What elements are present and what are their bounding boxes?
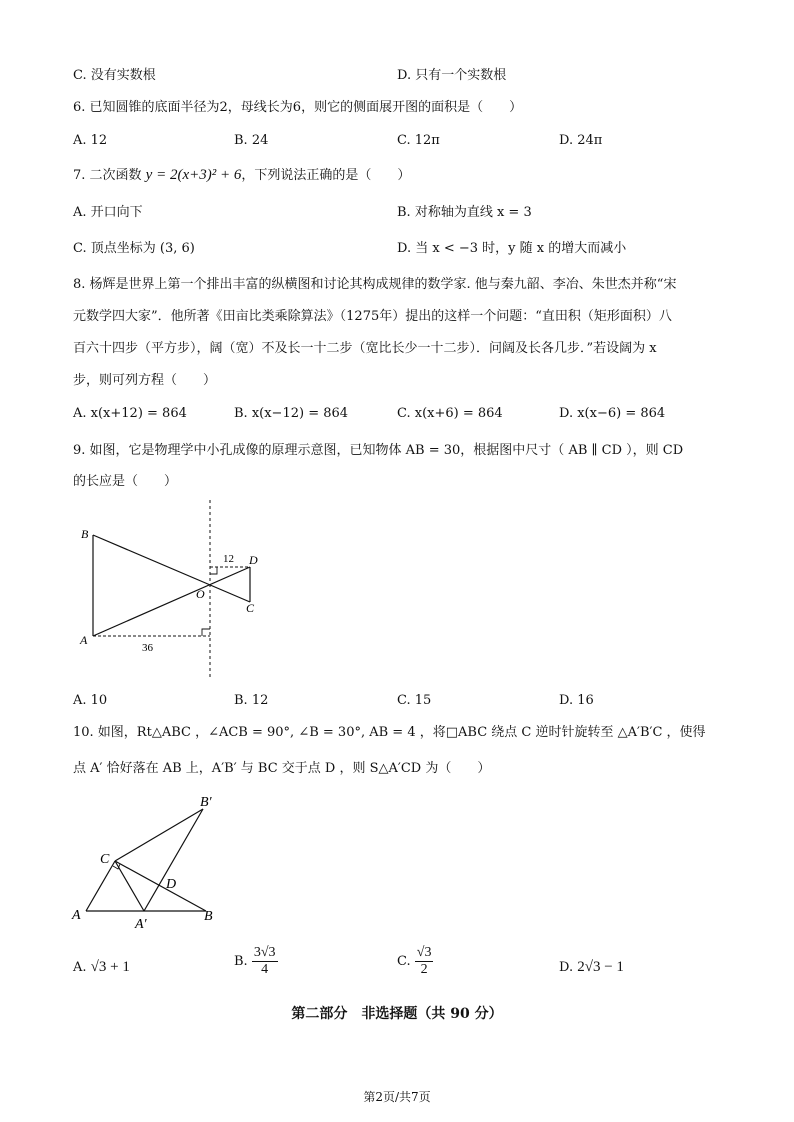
q9-option-d: D. 16 bbox=[559, 693, 594, 708]
q10-option-b bbox=[234, 945, 278, 978]
q10-label-c: C bbox=[100, 852, 110, 867]
q10-rotation-figure bbox=[66, 790, 236, 935]
q8-option-b: B. x(x−12) = 864 bbox=[234, 406, 349, 421]
q10-option-b-fraction bbox=[252, 945, 278, 978]
q10-option-b-label: B. bbox=[234, 954, 248, 969]
q7-option-b: B. 对称轴为直线 x = 3 bbox=[397, 205, 532, 220]
q10-option-b-denominator: 4 bbox=[261, 962, 269, 977]
q9-label-a: A bbox=[80, 633, 88, 647]
q7-option-a: A. 开口向下 bbox=[73, 205, 143, 220]
q9-label-d: D bbox=[249, 553, 258, 567]
q5-option-d: D. 只有一个实数根 bbox=[397, 68, 507, 83]
q9-option-a: A. 10 bbox=[73, 693, 108, 708]
q6-stem: 6. 已知圆锥的底面半径为2，母线长为6，则它的侧面展开图的面积是（ ） bbox=[73, 100, 523, 115]
q7-formula: y = 2(x+3)² + 6 bbox=[145, 167, 242, 183]
q8-stem-line-3: 百六十四步（平方步），阔（宽）不及长一十二步（宽比长少一十二步）．问阔及长各几步．”若设阔为 x bbox=[73, 341, 657, 356]
q8-option-c: C. x(x+6) = 864 bbox=[397, 406, 503, 421]
q9-right-angle-mark-top bbox=[210, 567, 217, 574]
q6-option-a: A. 12 bbox=[73, 133, 108, 148]
q10-option-a bbox=[73, 958, 130, 977]
q6-option-b: B. 24 bbox=[234, 133, 269, 148]
q10-label-a-prime: A′ bbox=[135, 917, 147, 932]
q10-option-c-denominator: 2 bbox=[420, 962, 428, 977]
q10-stem-line-2: 点 A′ 恰好落在 AB 上，A′B′ 与 BC 交于点 D ，则 S△A′CD 为（ ） bbox=[73, 761, 491, 776]
q10-segment-a-prime-b-prime bbox=[144, 809, 203, 911]
q10-option-c-label: C. bbox=[397, 954, 411, 969]
q10-label-b: B bbox=[204, 909, 213, 924]
q10-option-d-label: D. bbox=[559, 960, 574, 975]
q10-label-d: D bbox=[166, 877, 177, 892]
q9-dimension-36: 36 bbox=[142, 642, 153, 654]
q10-option-c-fraction bbox=[415, 945, 434, 978]
q7-stem bbox=[73, 166, 410, 185]
q5-option-c: C. 没有实数根 bbox=[73, 68, 156, 83]
q8-stem-line-2: 元数学四大家”．他所著《田亩比类乘除算法》（1275年）提出的这样一个问题：“直田积（矩形面积）八 bbox=[73, 309, 672, 324]
q8-option-a: A. x(x+12) = 864 bbox=[73, 406, 187, 421]
q9-stem-line-2: 的长应是（ ） bbox=[73, 474, 178, 489]
q10-option-a-label: A. bbox=[73, 960, 87, 975]
q10-option-c-numerator: √3 bbox=[416, 945, 432, 960]
q6-option-d: D. 24π bbox=[559, 133, 603, 148]
q10-label-b-prime: B′ bbox=[200, 795, 212, 810]
q7-stem-prefix: 7. 二次函数 bbox=[73, 168, 146, 183]
q9-label-c: C bbox=[246, 601, 255, 615]
q10-option-b-numerator: 3√3 bbox=[253, 945, 276, 960]
q10-label-a: A bbox=[72, 908, 81, 923]
q10-segment-cb bbox=[115, 861, 206, 911]
q7-option-c: C. 顶点坐标为 (3, 6) bbox=[73, 241, 195, 256]
q10-option-c bbox=[397, 945, 433, 978]
q8-stem-line-4: 步，则可列方程（ ） bbox=[73, 373, 217, 388]
q9-label-b: B bbox=[81, 527, 89, 541]
q10-segment-cb-prime bbox=[115, 809, 203, 861]
q9-option-c: C. 15 bbox=[397, 693, 432, 708]
q8-stem-line-1: 8. 杨辉是世界上第一个排出丰富的纵横图和讨论其构成规律的数学家. 他与秦九韶、李冶、朱世杰并称“宋 bbox=[73, 277, 677, 292]
q7-option-d: D. 当 x < −3 时，y 随 x 的增大而减小 bbox=[397, 241, 627, 256]
q10-stem-line-1: 10. 如图，Rt△ABC ，∠ACB = 90°, ∠B = 30°, AB = 4 ，将□ABC 绕点 C 逆时针旋转至 △A′B′C ，使得 bbox=[73, 725, 706, 740]
q9-ray-b-to-c bbox=[93, 535, 250, 602]
q9-dimension-12: 12 bbox=[223, 553, 234, 565]
q9-right-angle-mark-bottom bbox=[202, 629, 210, 636]
q9-pinhole-figure bbox=[70, 498, 270, 683]
q9-ray-a-to-d bbox=[93, 567, 250, 636]
q10-option-d bbox=[559, 958, 624, 977]
section-title: 第二部分 非选择题（共 90 分） bbox=[291, 1006, 503, 1022]
q10-option-a-value: √3 + 1 bbox=[90, 959, 130, 975]
q10-option-d-value: 2√3 − 1 bbox=[577, 959, 624, 975]
q7-stem-suffix: ，下列说法正确的是（ ） bbox=[241, 168, 411, 183]
q8-option-d: D. x(x−6) = 864 bbox=[559, 406, 666, 421]
q9-option-b: B. 12 bbox=[234, 693, 269, 708]
page-footer: 第2页/共7页 bbox=[363, 1090, 431, 1104]
q9-label-o: O bbox=[196, 587, 205, 601]
q9-stem-line-1: 9. 如图，它是物理学中小孔成像的原理示意图，已知物体 AB = 30，根据图中尺寸（ AB ∥ CD ），则 CD bbox=[73, 443, 684, 458]
q10-segment-ac bbox=[86, 861, 115, 911]
q6-option-c: C. 12π bbox=[397, 133, 440, 148]
